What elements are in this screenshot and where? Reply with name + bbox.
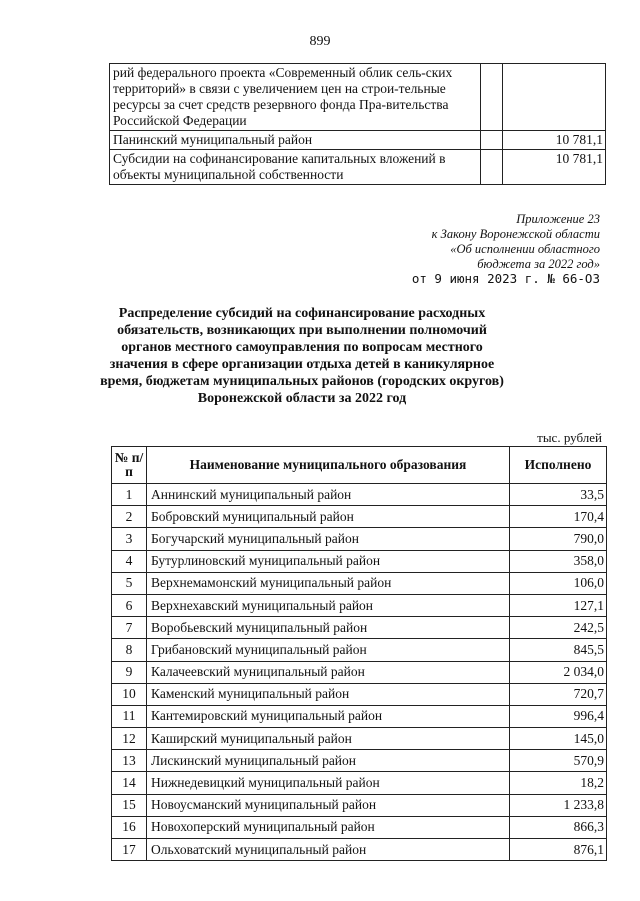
table-row xyxy=(112,528,607,550)
table-row xyxy=(112,484,607,506)
top-table-name-cell: рий федерального проекта «Современный облик сель-ских территорий» в связи с увеличением цен на строи-тельные ресурсы за счет средств резервного фонда Пра-вительства Российской Федерации xyxy=(110,64,481,131)
table-row xyxy=(112,772,607,794)
header-name: Наименование муниципального образования xyxy=(147,447,510,484)
row-name: Ольховатский муниципальный район xyxy=(147,839,510,861)
table-row xyxy=(112,550,607,572)
row-value: 866,3 xyxy=(510,816,607,838)
row-name: Воробьевский муниципальный район xyxy=(147,617,510,639)
row-num: 15 xyxy=(112,794,147,816)
table-row xyxy=(112,750,607,772)
row-num: 17 xyxy=(112,839,147,861)
row-num: 6 xyxy=(112,594,147,616)
row-value: 845,5 xyxy=(510,639,607,661)
row-value: 720,7 xyxy=(510,683,607,705)
row-num: 2 xyxy=(112,506,147,528)
table-row xyxy=(112,617,607,639)
row-name: Каменский муниципальный район xyxy=(147,683,510,705)
table-row xyxy=(110,131,606,150)
row-value: 18,2 xyxy=(510,772,607,794)
top-table-value-cell: 10 781,1 xyxy=(503,150,606,185)
row-value: 876,1 xyxy=(510,839,607,861)
top-table-name-cell: Панинский муниципальный район xyxy=(110,131,481,150)
row-name: Богучарский муниципальный район xyxy=(147,528,510,550)
row-name: Лискинский муниципальный район xyxy=(147,750,510,772)
top-table-empty-cell xyxy=(481,64,503,131)
row-num: 3 xyxy=(112,528,147,550)
page-number: 899 xyxy=(309,34,331,49)
top-table-value-cell xyxy=(503,64,606,131)
row-name: Бобровский муниципальный район xyxy=(147,506,510,528)
row-value: 2 034,0 xyxy=(510,661,607,683)
table-row xyxy=(112,705,607,727)
table-row xyxy=(112,683,607,705)
row-name: Грибановский муниципальный район xyxy=(147,639,510,661)
row-num: 12 xyxy=(112,728,147,750)
row-num: 10 xyxy=(112,683,147,705)
row-num: 14 xyxy=(112,772,147,794)
top-table-name-cell: Субсидии на софинансирование капитальных вложений в объекты муниципальной собственности xyxy=(110,150,481,185)
row-name: Калачеевский муниципальный район xyxy=(147,661,510,683)
table-row xyxy=(112,816,607,838)
appendix-line: к Закону Воронежской области xyxy=(431,227,600,241)
row-num: 7 xyxy=(112,617,147,639)
table-row xyxy=(112,661,607,683)
row-value: 790,0 xyxy=(510,528,607,550)
row-name: Аннинский муниципальный район xyxy=(147,484,510,506)
row-name: Каширский муниципальный район xyxy=(147,728,510,750)
table-row xyxy=(110,150,606,185)
row-value: 996,4 xyxy=(510,705,607,727)
row-num: 9 xyxy=(112,661,147,683)
row-name: Кантемировский муниципальный район xyxy=(147,705,510,727)
table-row xyxy=(112,506,607,528)
row-name: Верхнехавский муниципальный район xyxy=(147,594,510,616)
row-name: Нижнедевицкий муниципальный район xyxy=(147,772,510,794)
row-num: 8 xyxy=(112,639,147,661)
row-value: 106,0 xyxy=(510,572,607,594)
row-num: 4 xyxy=(112,550,147,572)
table-row xyxy=(112,728,607,750)
appendix-block xyxy=(432,212,600,272)
row-num: 11 xyxy=(112,705,147,727)
top-table-value-cell: 10 781,1 xyxy=(503,131,606,150)
appendix-line: Приложение 23 xyxy=(516,212,600,226)
row-value: 170,4 xyxy=(510,506,607,528)
top-table xyxy=(109,63,606,185)
top-table-empty-cell xyxy=(481,131,503,150)
header-value: Исполнено xyxy=(510,447,607,484)
top-table-empty-cell xyxy=(481,150,503,185)
row-name: Верхнемамонский муниципальный район xyxy=(147,572,510,594)
table-row xyxy=(112,794,607,816)
table-row xyxy=(112,639,607,661)
table-row xyxy=(110,64,606,131)
subsidy-table xyxy=(111,446,607,861)
table-row xyxy=(112,572,607,594)
units-label: тыс. рублей xyxy=(537,430,602,445)
row-value: 570,9 xyxy=(510,750,607,772)
row-value: 1 233,8 xyxy=(510,794,607,816)
appendix-line: бюджета за 2022 год» xyxy=(477,257,600,271)
table-row xyxy=(112,839,607,861)
row-name: Новоусманский муниципальный район xyxy=(147,794,510,816)
table-row xyxy=(112,594,607,616)
row-value: 358,0 xyxy=(510,550,607,572)
row-name: Бутурлиновский муниципальный район xyxy=(147,550,510,572)
row-value: 145,0 xyxy=(510,728,607,750)
header-num: № п/п xyxy=(112,447,147,484)
law-date: от 9 июня 2023 г. № 66-ОЗ xyxy=(411,271,600,286)
table-header-row xyxy=(112,447,607,484)
row-num: 13 xyxy=(112,750,147,772)
row-num: 1 xyxy=(112,484,147,506)
row-value: 242,5 xyxy=(510,617,607,639)
row-value: 33,5 xyxy=(510,484,607,506)
row-num: 16 xyxy=(112,816,147,838)
row-value: 127,1 xyxy=(510,594,607,616)
row-name: Новохоперский муниципальный район xyxy=(147,816,510,838)
row-num: 5 xyxy=(112,572,147,594)
appendix-line: «Об исполнении областного xyxy=(450,242,600,256)
document-title: Распределение субсидий на софинансирование расходных обязательств, возникающих при выполнении полномочий органов местного самоуправления по вопросам местного значения в сфере организации отдыха детей в каникулярное время, бюджетам муниципальных районов (городских округов) Воронежской области за 2022 год xyxy=(100,306,504,406)
